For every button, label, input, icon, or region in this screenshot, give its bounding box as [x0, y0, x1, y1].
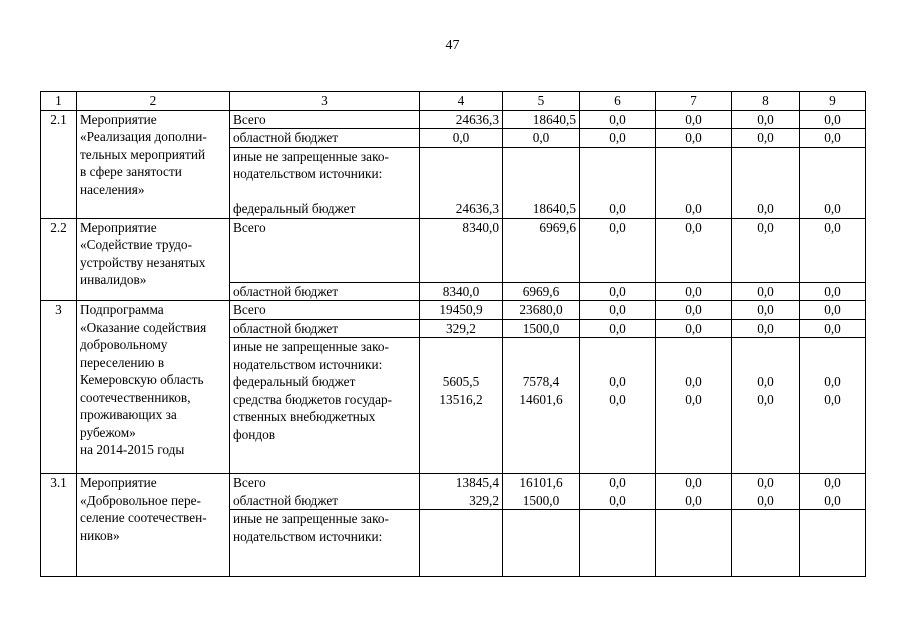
value-cell: 24636,3	[420, 147, 503, 218]
source-label: Всего	[230, 110, 420, 129]
header-cell: 4	[420, 92, 503, 111]
header-cell: 7	[656, 92, 732, 111]
value-cell: 0,0	[580, 129, 656, 148]
value-cell: 0,0 0,0	[580, 474, 656, 510]
header-cell: 9	[800, 92, 866, 111]
source-label: областной бюджет	[230, 282, 420, 301]
value-cell: 18640,5	[503, 110, 580, 129]
source-label: Всего областной бюджет	[230, 474, 420, 510]
header-cell: 6	[580, 92, 656, 111]
value-cell: 0,0	[580, 319, 656, 338]
value-cell: 0,0	[732, 110, 800, 129]
value-cell: 0,0	[732, 129, 800, 148]
table-row	[41, 110, 866, 129]
value-cell: 0,0	[420, 129, 503, 148]
value-cell: 0,0	[800, 147, 866, 218]
source-label: федеральный бюджет	[230, 200, 420, 218]
header-cell: 1	[41, 92, 77, 111]
value-cell: 0,0	[580, 282, 656, 301]
value-cell: 16101,6 1500,0	[503, 474, 580, 510]
value-cell: 0,0	[800, 218, 866, 282]
value-cell: 6969,6	[503, 282, 580, 301]
value-cell: 0,0	[503, 129, 580, 148]
value-cell: 329,2	[420, 319, 503, 338]
value-cell: 0,0	[580, 218, 656, 282]
measure-name: Мероприятие «Содействие трудо- устройству незанятых инвалидов»	[77, 218, 230, 301]
value-cell: 0,0	[800, 301, 866, 320]
value-cell: 0,0	[732, 147, 800, 218]
source-label: иные не запрещенные зако- нодательством источники:	[230, 147, 420, 200]
value-cell: 0,0	[580, 301, 656, 320]
row-number: 3.1	[41, 474, 77, 577]
value-cell: 0,0	[656, 319, 732, 338]
value-cell: 13845,4 329,2	[420, 474, 503, 510]
value-cell: 18640,5	[503, 147, 580, 218]
value-cell: 19450,9	[420, 301, 503, 320]
value-cell: 0,0	[580, 147, 656, 218]
value-cell: 0,0 0,0	[656, 338, 732, 474]
page-number: 47	[445, 38, 460, 53]
row-number: 2.2	[41, 218, 77, 301]
value-cell: 0,0	[732, 218, 800, 282]
source-label: областной бюджет	[230, 319, 420, 338]
value-cell: 0,0	[800, 282, 866, 301]
header-cell: 3	[230, 92, 420, 111]
value-cell: 0,0 0,0	[580, 338, 656, 474]
value-cell: 0,0	[800, 110, 866, 129]
value-cell: 0,0	[800, 319, 866, 338]
value-cell: 0,0	[732, 282, 800, 301]
measure-name: Мероприятие «Реализация дополни- тельных мероприятий в сфере занятости населения»	[77, 110, 230, 218]
header-cell: 2	[77, 92, 230, 111]
source-label: Всего	[230, 301, 420, 320]
header-row	[41, 92, 866, 111]
value-cell: 0,0	[656, 282, 732, 301]
value-cell: 23680,0	[503, 301, 580, 320]
value-cell	[503, 510, 580, 577]
value-cell	[800, 510, 866, 577]
value-cell: 0,0	[656, 129, 732, 148]
source-label: иные не запрещенные зако- нодательством источники: федеральный бюджет средства бюджетов государ- ственных внебюджетных фондов	[230, 338, 420, 474]
source-label: Всего	[230, 218, 420, 282]
value-cell: 0,0 0,0	[732, 338, 800, 474]
value-cell: 0,0 0,0	[800, 338, 866, 474]
value-cell: 0,0	[800, 129, 866, 148]
source-label: областной бюджет	[230, 129, 420, 148]
value-cell: 0,0	[656, 110, 732, 129]
value-cell: 8340,0	[420, 218, 503, 282]
value-cell	[656, 510, 732, 577]
value-cell	[732, 510, 800, 577]
measure-name: Подпрограмма «Оказание содействия добровольному переселению в Кемеровскую область соотечественников, проживающих за рубежом» на 2014-2015 годы	[77, 301, 230, 474]
value-cell	[580, 510, 656, 577]
budget-table	[40, 91, 866, 577]
value-cell: 0,0	[732, 319, 800, 338]
value-cell: 8340,0	[420, 282, 503, 301]
source-label: иные не запрещенные зако- нодательством источники:	[230, 510, 420, 577]
table-row	[41, 301, 866, 320]
value-cell: 0,0 0,0	[732, 474, 800, 510]
value-cell: 0,0	[656, 218, 732, 282]
value-cell: 6969,6	[503, 218, 580, 282]
value-cell: 0,0	[656, 147, 732, 218]
row-number: 3	[41, 301, 77, 474]
row-number: 2.1	[41, 110, 77, 218]
value-cell: 24636,3	[420, 110, 503, 129]
value-cell: 5605,5 13516,2	[420, 338, 503, 474]
table-row	[41, 218, 866, 282]
table-row	[41, 474, 866, 510]
value-cell: 0,0	[656, 301, 732, 320]
value-cell: 0,0 0,0	[656, 474, 732, 510]
value-cell: 7578,4 14601,6	[503, 338, 580, 474]
value-cell: 0,0	[580, 110, 656, 129]
value-cell: 0,0 0,0	[800, 474, 866, 510]
header-cell: 8	[732, 92, 800, 111]
header-cell: 5	[503, 92, 580, 111]
value-cell: 0,0	[732, 301, 800, 320]
measure-name: Мероприятие «Добровольное пере- селение соотечествен- ников»	[77, 474, 230, 577]
value-cell: 1500,0	[503, 319, 580, 338]
value-cell	[420, 510, 503, 577]
